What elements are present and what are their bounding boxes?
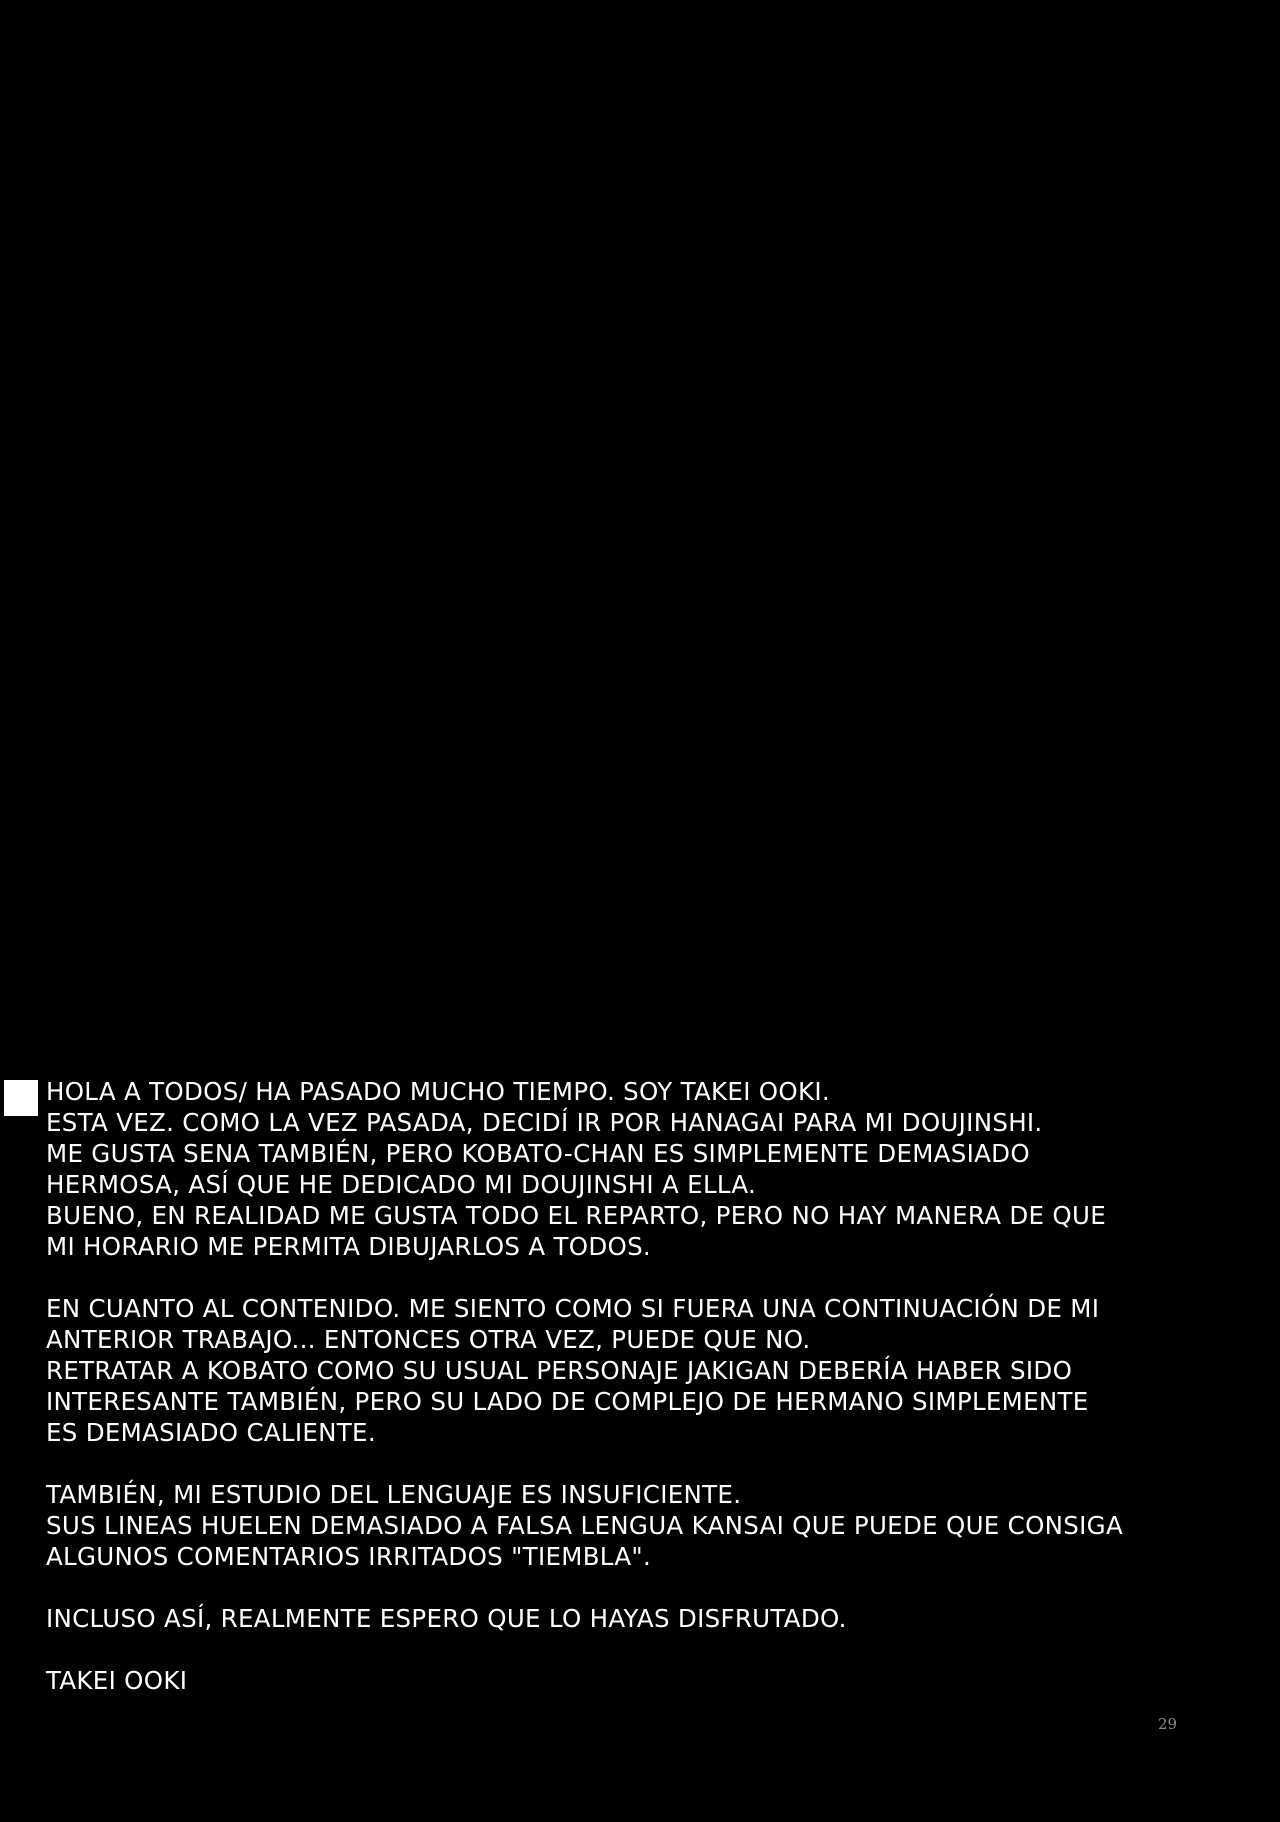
afterword-signature [46,1665,1196,1696]
afterword-text [46,1076,1196,1727]
text-line: TAMBIÉN, MI ESTUDIO DEL LENGUAJE ES INSUFICIENTE. [46,1480,742,1509]
text-line: ALGUNOS COMENTARIOS IRRITADOS "TIEMBLA". [46,1542,652,1571]
page-number: 29 [1158,1715,1178,1733]
text-line: EN CUANTO AL CONTENIDO. ME SIENTO COMO SI FUERA UNA CONTINUACIÓN DE MI [46,1294,1100,1323]
afterword-paragraph-language [46,1479,1196,1572]
signature-line: TAKEI OOKI [46,1666,188,1695]
afterword-paragraph-content [46,1293,1196,1448]
afterword-paragraph-closing [46,1603,1196,1634]
square-bullet-marker [4,1080,38,1116]
text-line: INCLUSO ASÍ, REALMENTE ESPERO QUE LO HAYAS DISFRUTADO. [46,1604,847,1633]
text-line: HOLA A TODOS/ HA PASADO MUCHO TIEMPO. SOY TAKEI OOKI. [46,1077,830,1106]
text-line: ANTERIOR TRABAJO... ENTONCES OTRA VEZ, PUEDE QUE NO. [46,1325,811,1354]
text-line: ES DEMASIADO CALIENTE. [46,1418,376,1447]
text-line: ME GUSTA SENA TAMBIÉN, PERO KOBATO-CHAN ES SIMPLEMENTE DEMASIADO [46,1139,1030,1168]
text-line: RETRATAR A KOBATO COMO SU USUAL PERSONAJE JAKIGAN DEBERÍA HABER SIDO [46,1356,1073,1385]
text-line: INTERESANTE TAMBIÉN, PERO SU LADO DE COMPLEJO DE HERMANO SIMPLEMENTE [46,1387,1089,1416]
afterword-paragraph-greeting [46,1076,1196,1262]
text-line: HERMOSA, ASÍ QUE HE DEDICADO MI DOUJINSHI A ELLA. [46,1170,757,1199]
text-line: ESTA VEZ. COMO LA VEZ PASADA, DECIDÍ IR POR HANAGAI PARA MI DOUJINSHI. [46,1108,1043,1137]
text-line: SUS LINEAS HUELEN DEMASIADO A FALSA LENGUA KANSAI QUE PUEDE QUE CONSIGA [46,1511,1124,1540]
text-line: BUENO, EN REALIDAD ME GUSTA TODO EL REPARTO, PERO NO HAY MANERA DE QUE [46,1201,1107,1230]
text-line: MI HORARIO ME PERMITA DIBUJARLOS A TODOS. [46,1232,652,1261]
